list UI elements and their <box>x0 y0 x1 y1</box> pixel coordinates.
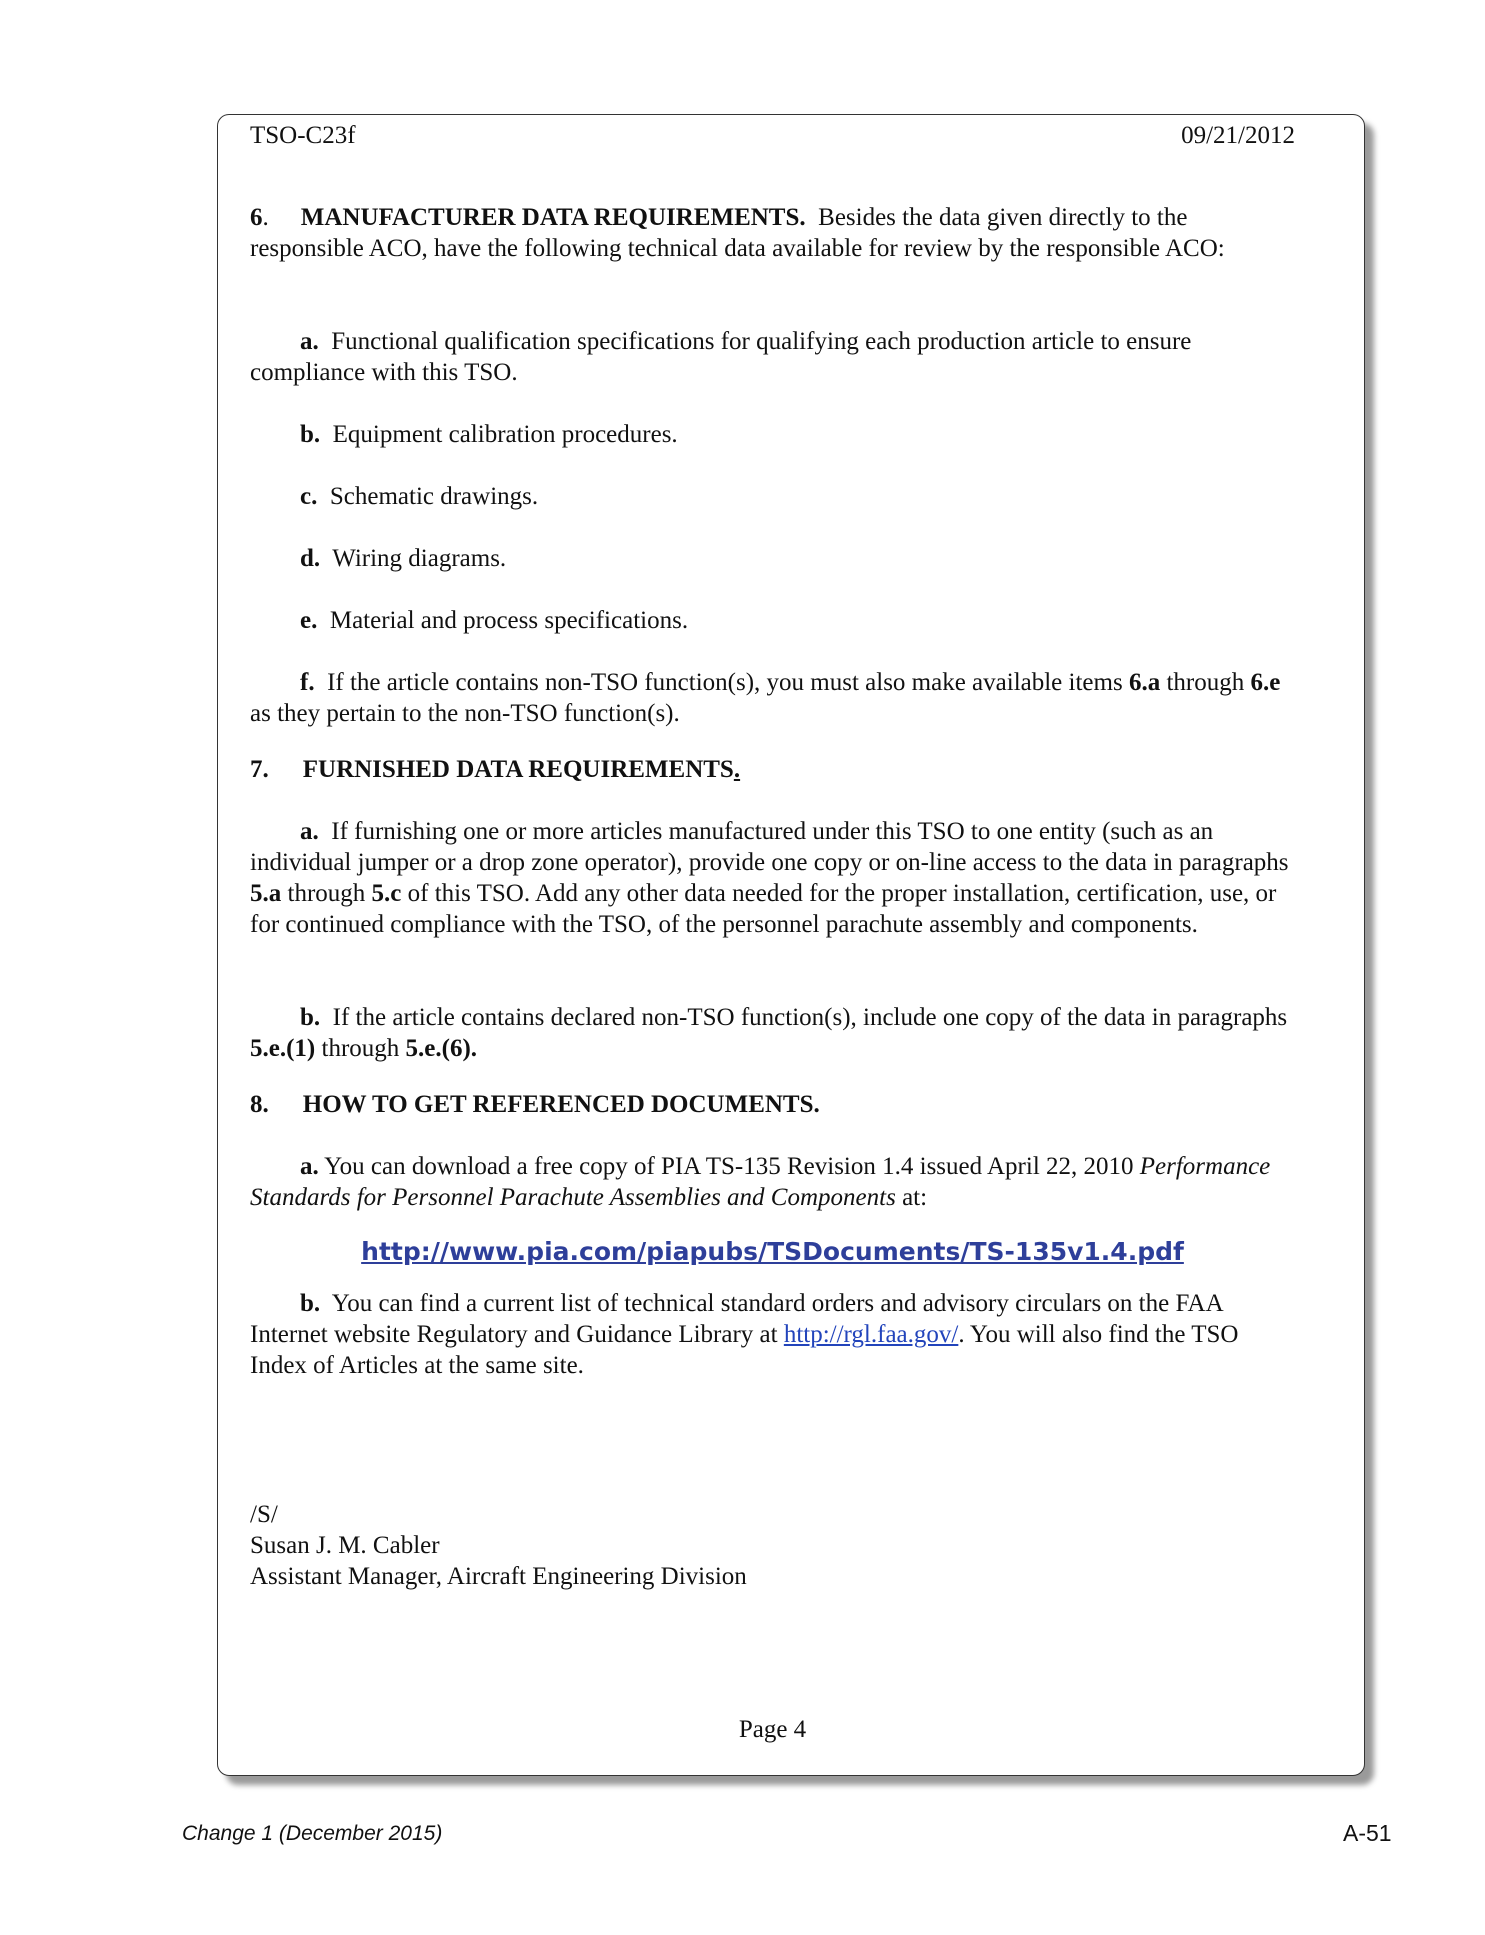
item-6d <box>250 543 1295 574</box>
item-6e <box>250 605 1295 636</box>
item-6d-label: d. <box>300 545 321 572</box>
item-7a <box>250 816 1295 940</box>
item-7a-text-2: through <box>287 880 366 907</box>
item-6f-ref-2: 6.e <box>1250 669 1281 696</box>
item-7b-ref-2: 5.e.(6). <box>405 1035 478 1062</box>
faa-rgl-link[interactable]: http://rgl.faa.gov/ <box>783 1321 959 1348</box>
item-7b-text-2: through <box>321 1035 400 1062</box>
item-6a <box>250 326 1295 388</box>
section-8-number: 8. <box>250 1091 269 1118</box>
header-date: 09/21/2012 <box>1181 122 1295 149</box>
item-8a-label: a. <box>300 1153 319 1180</box>
section-7-heading <box>250 754 1295 785</box>
item-6a-text: Functional qualification specifications for qualifying each production article to ensure compliance with this TSO. <box>250 328 1192 386</box>
signatory-title: Assistant Manager, Aircraft Engineering Division <box>250 1563 747 1590</box>
signature-mark: /S/ <box>250 1501 278 1528</box>
item-7b-label: b. <box>300 1004 321 1031</box>
item-7a-text-1: If furnishing one or more articles manufactured under this TSO to one entity (such as an individual jumper or a drop zone operator), provide one copy or on-line access to the data in paragraphs <box>250 818 1289 876</box>
item-7b-text-1: If the article contains declared non-TSO function(s), include one copy of the data in paragraphs <box>332 1004 1288 1031</box>
section-6-number: 6 <box>250 204 263 231</box>
item-6f-label: f. <box>300 669 315 696</box>
section-6-dot: . <box>262 204 269 231</box>
item-6b-label: b. <box>300 421 321 448</box>
item-7b-ref-1: 5.e.(1) <box>250 1035 316 1062</box>
item-6c <box>250 481 1295 512</box>
item-6c-text: Schematic drawings. <box>329 483 539 510</box>
item-6f <box>250 667 1295 729</box>
item-6f-text-1: If the article contains non-TSO function(s), you must also make available items <box>327 669 1123 696</box>
item-6b-text: Equipment calibration procedures. <box>332 421 678 448</box>
pia-document-link[interactable]: http://www.pia.com/piapubs/TSDocuments/TS-135v1.4.pdf <box>361 1237 1184 1266</box>
item-6c-label: c. <box>300 483 318 510</box>
item-8a <box>250 1151 1295 1213</box>
item-7a-ref-2: 5.c <box>371 880 402 907</box>
header-doc-id: TSO-C23f <box>250 122 356 149</box>
item-7a-text-3: of this TSO. Add any other data needed for the proper installation, certification, use, or for continued compliance with the TSO, of the personnel parachute assembly and components. <box>250 880 1277 938</box>
item-8b-label: b. <box>300 1290 321 1317</box>
item-8b-text-1: You can find a current list of technical standard orders and advisory circulars on the FAA Internet website Regulatory and Guidance Library at <box>250 1290 1223 1348</box>
section-7-title-end: . <box>733 756 741 783</box>
item-6f-ref-1: 6.a <box>1128 669 1161 696</box>
item-6f-text-2: through <box>1166 669 1245 696</box>
footer-page-id: A-51 <box>1343 1820 1392 1846</box>
page-number: Page 4 <box>738 1716 807 1743</box>
item-8a-text-2: at: <box>902 1184 928 1211</box>
section-7-title: FURNISHED DATA REQUIREMENTS <box>302 756 734 783</box>
page-header <box>250 120 1295 151</box>
section-8-heading <box>250 1089 1295 1120</box>
item-7a-label: a. <box>300 818 319 845</box>
item-6e-text: Material and process specifications. <box>329 607 689 634</box>
signatory-name: Susan J. M. Cabler <box>250 1532 440 1559</box>
item-7a-ref-1: 5.a <box>250 880 282 907</box>
item-6d-text: Wiring diagrams. <box>332 545 507 572</box>
item-8b <box>250 1288 1295 1381</box>
item-6a-label: a. <box>300 328 319 355</box>
item-6f-text-3: as they pertain to the non-TSO function(s). <box>250 700 680 727</box>
item-7b <box>250 1002 1295 1064</box>
section-6-intro <box>250 202 1295 264</box>
item-6b <box>250 419 1295 450</box>
item-8a-title-italic: Performance Standards for Personnel Parachute Assemblies and Components <box>250 1153 1271 1211</box>
item-6e-label: e. <box>300 607 318 634</box>
section-6-title: MANUFACTURER DATA REQUIREMENTS. <box>300 204 806 231</box>
item-8b-text-2: . You will also find the TSO Index of Articles at the same site. <box>250 1321 1239 1379</box>
section-6-text: Besides the data given directly to the responsible ACO, have the following technical data available for review by the responsible ACO: <box>250 204 1225 262</box>
section-7-number: 7. <box>250 756 269 783</box>
section-8-title: HOW TO GET REFERENCED DOCUMENTS. <box>302 1091 820 1118</box>
footer-change-note: Change 1 (December 2015) <box>182 1822 443 1845</box>
item-8a-text-1: You can download a free copy of PIA TS-135 Revision 1.4 issued April 22, 2010 <box>324 1153 1134 1180</box>
